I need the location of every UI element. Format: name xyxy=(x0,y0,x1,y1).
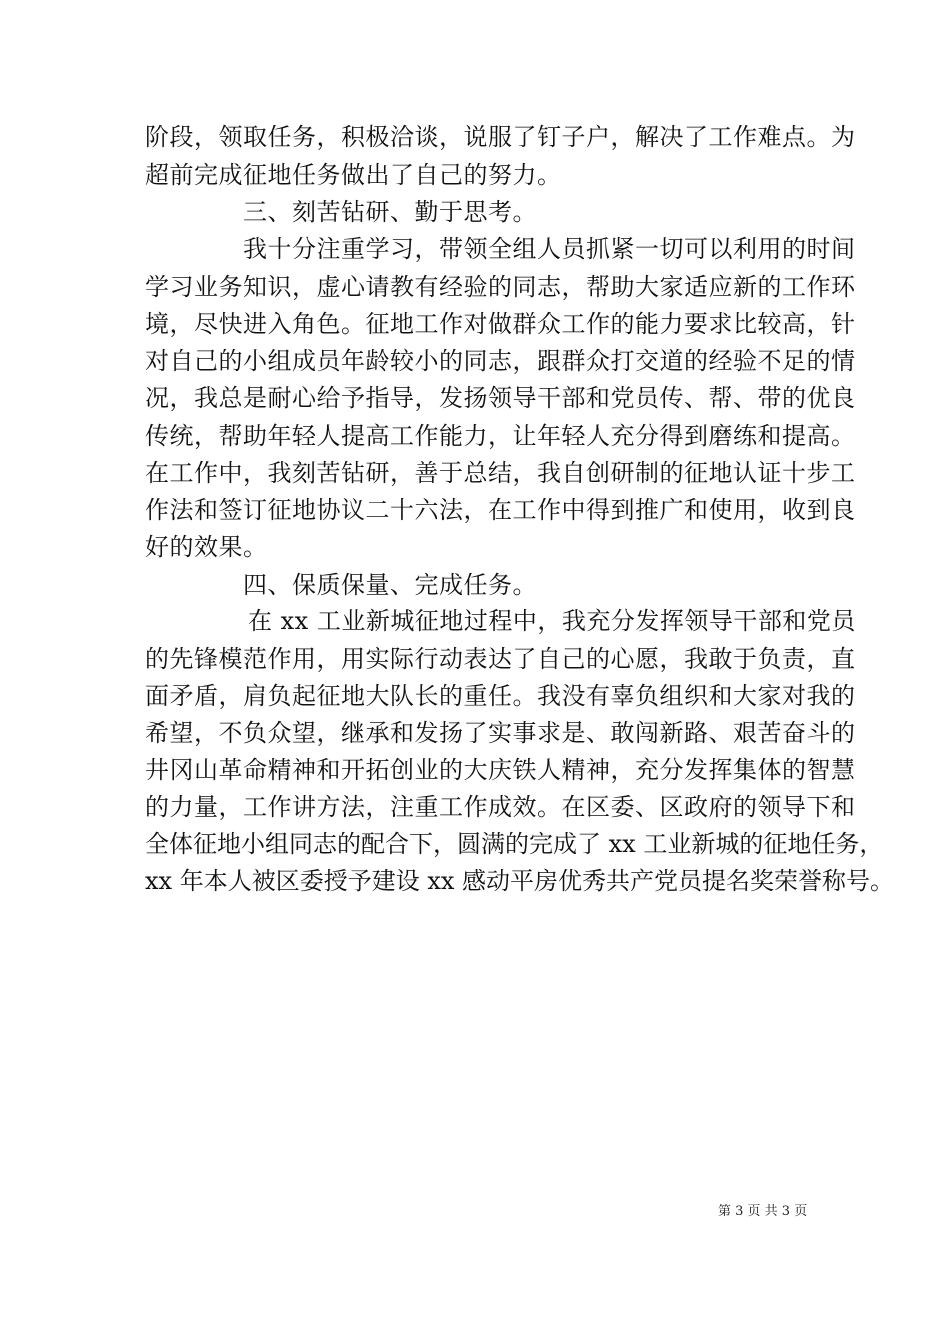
body-line-9: 传统，帮助年轻人提高工作能力，让年轻人充分得到磨练和提高。 xyxy=(145,422,856,450)
body-line-5: 学习业务知识，虚心请教有经验的同志，帮助大家适应新的工作环 xyxy=(145,273,856,301)
body-line-18: 井冈山革命精神和开拓创业的大庆铁人精神，充分发挥集体的智慧 xyxy=(145,756,856,784)
body-line-4: 我十分注重学习，带领全组人员抓紧一切可以利用的时间 xyxy=(243,235,856,263)
body-line-10: 在工作中，我刻苦钻研，善于总结，我自创研制的征地认证十步工 xyxy=(145,459,856,487)
body-line-14: 在 xx 工业新城征地过程中，我充分发挥领导干部和党员 xyxy=(248,607,856,635)
body-line-7: 对自己的小组成员年龄较小的同志，跟群众打交道的经验不足的情 xyxy=(145,347,856,375)
section-heading-3: 三、刻苦钻研、勤于思考。 xyxy=(243,198,537,226)
section-heading-4: 四、保质保量、完成任务。 xyxy=(243,571,537,599)
body-line-15: 的先锋模范作用，用实际行动表达了自己的心愿，我敢于负责，直 xyxy=(145,645,856,673)
page-number-footer: 第 3 页 共 3 页 xyxy=(718,1204,808,1219)
body-line-16: 面矛盾，肩负起征地大队长的重任。我没有辜负组织和大家对我的 xyxy=(145,682,856,710)
body-line-20: 全体征地小组同志的配合下，圆满的完成了 xx 工业新城的征地任务， xyxy=(145,830,884,858)
body-line-17: 希望，不负众望，继承和发扬了实事求是、敢闯新路、艰苦奋斗的 xyxy=(145,719,856,747)
body-line-11: 作法和签订征地协议二十六法，在工作中得到推广和使用，收到良 xyxy=(145,496,856,524)
body-line-12: 好的效果。 xyxy=(145,533,268,561)
body-line-19: 的力量，工作讲方法，注重工作成效。在区委、区政府的领导下和 xyxy=(145,793,856,821)
body-line-2: 超前完成征地任务做出了自己的努力。 xyxy=(145,161,562,189)
body-line-21: xx 年本人被区委授予建设 xx 感动平房优秀共产党员提名奖荣誉称号。 xyxy=(145,867,895,895)
body-line-8: 况，我总是耐心给予指导，发扬领导干部和党员传、帮、带的优良 xyxy=(145,384,856,412)
body-line-1: 阶段，领取任务，积极洽谈，说服了钉子户，解决了工作难点。为 xyxy=(145,123,856,151)
body-line-6: 境，尽快进入角色。征地工作对做群众工作的能力要求比较高，针 xyxy=(145,310,856,338)
